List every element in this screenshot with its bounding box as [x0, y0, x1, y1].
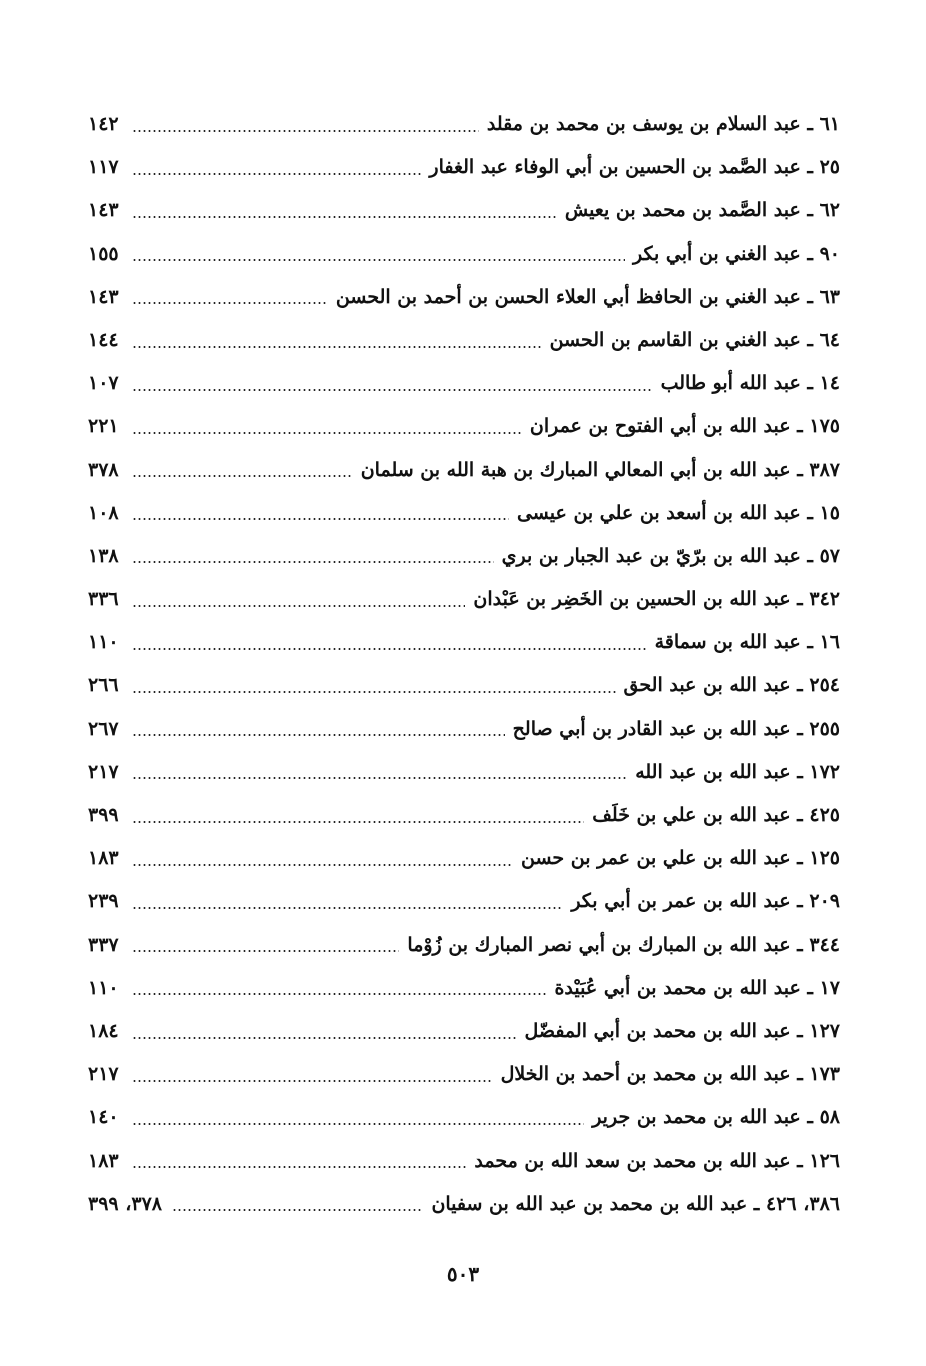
dot-leader [132, 1080, 493, 1082]
entry-name: ٦١ ـ عبد السلام بن يوسف بن محمد بن مقلد [486, 113, 840, 135]
entry-name: ١٢٦ ـ عبد الله بن محمد بن سعد الله بن محمد [474, 1149, 840, 1172]
entry-name: ٢٠٩ ـ عبد الله بن عمر بن أبي بكر [571, 890, 840, 913]
entry-page-ref: ٢١٧ [88, 1063, 119, 1086]
entry-name: ٣٨٦، ٤٢٦ ـ عبد الله بن محمد بن عبد الله بن سفيان [431, 1192, 840, 1215]
entry-name: ٢٥ ـ عبد الصَّمد بن الحسين بن أبي الوفاء عبد الغفار [429, 156, 840, 179]
page-number: ٥٠٣ [446, 1262, 480, 1286]
entry-page-ref: ٣٣٦ [88, 588, 119, 611]
entry-name: ٢٥٥ ـ عبد الله بن عبد القادر بن أبي صالح [512, 717, 840, 740]
entry-name: ١٧٢ ـ عبد الله بن عبد الله [635, 760, 840, 783]
index-entry [88, 751, 840, 794]
entry-page-ref: ١٠٨ [88, 501, 119, 524]
entry-name: ١٧٣ ـ عبد الله بن محمد بن أحمد بن الخلال [500, 1063, 840, 1086]
entry-name: ١٢٧ ـ عبد الله بن محمد بن أبي المفضّل [524, 1019, 840, 1042]
entry-page-ref: ٢٦٧ [88, 717, 119, 740]
dot-leader [132, 302, 328, 304]
dot-leader [132, 734, 505, 736]
entry-page-ref: ١٤٤ [88, 328, 119, 351]
entry-page-ref: ١١٠ [88, 976, 119, 999]
entry-name: ١٤ ـ عبد الله أبو طالب [660, 372, 840, 395]
dot-leader [132, 648, 647, 650]
dot-leader [132, 130, 479, 132]
entry-name: ٦٣ ـ عبد الغني بن الحافظ أبي العلاء الحسن بن أحمد بن الحسن [335, 285, 840, 308]
index-entry [88, 405, 840, 448]
entry-page-ref: ١٣٨ [88, 544, 119, 567]
index-entry [88, 924, 840, 967]
entry-name: ٤٢٥ ـ عبد الله بن علي بن خَلَف [592, 804, 840, 826]
entry-page-ref: ١٨٤ [88, 1019, 119, 1042]
entry-name: ٥٨ ـ عبد الله بن محمد بن جرير [592, 1106, 840, 1129]
entry-name: ١٧ ـ عبد الله بن محمد بن أبي عُبَيْدة [554, 976, 840, 999]
entry-name: ٦٢ ـ عبد الصَّمد بن محمد بن يعيش [564, 199, 840, 222]
dot-leader [132, 777, 627, 779]
entry-page-ref: ١٤٠ [88, 1106, 119, 1129]
dot-leader [132, 821, 584, 823]
dot-leader [132, 475, 353, 477]
entry-name: ١٧٥ ـ عبد الله بن أبي الفتوح بن عمران [529, 415, 840, 438]
index-entry [88, 362, 840, 405]
entry-name: ١٥ ـ عبد الله بن أسعد بن علي بن عيسى [516, 501, 840, 524]
dot-leader [132, 561, 494, 563]
entry-page-ref: ١١٠ [88, 631, 119, 654]
dot-leader [132, 1166, 466, 1168]
dot-leader [132, 173, 421, 175]
index-entry [88, 1096, 840, 1139]
index-list [88, 103, 840, 1226]
index-entry [88, 1010, 840, 1053]
index-entry [88, 535, 840, 578]
entry-name: ٩٠ ـ عبد الغني بن أبي بكر [633, 242, 840, 265]
index-entry [88, 794, 840, 837]
entry-page-ref: ١٤٣ [88, 199, 119, 222]
dot-leader [132, 518, 509, 520]
index-entry [88, 621, 840, 664]
index-entry [88, 449, 840, 492]
entry-name: ٣٤٢ ـ عبد الله بن الحسين بن الخَضِر بن عَبْدان [473, 588, 840, 611]
dot-leader [132, 993, 546, 995]
index-entry [88, 319, 840, 362]
dot-leader [132, 259, 625, 261]
dot-leader [132, 1037, 516, 1039]
entry-name: ٣٨٧ ـ عبد الله بن أبي المعالي المبارك بن هبة الله بن سلمان [360, 458, 840, 481]
dot-leader [132, 346, 542, 348]
entry-page-ref: ١١٧ [88, 156, 119, 179]
entry-name: ٣٤٤ ـ عبد الله بن المبارك بن أبي نصر المبارك بن زُوْما [407, 933, 840, 956]
entry-page-ref: ١٥٥ [88, 242, 119, 265]
entry-name: ١٦ ـ عبد الله بن سماقة [654, 631, 840, 654]
dot-leader [172, 1209, 423, 1211]
index-entry [88, 146, 840, 189]
entry-page-ref: ٣٩٩ [88, 804, 119, 826]
index-entry [88, 276, 840, 319]
dot-leader [132, 216, 557, 218]
entry-page-ref: ٣٣٧ [88, 933, 119, 956]
entry-name: ١٢٥ ـ عبد الله بن علي بن عمر بن حسن [521, 847, 840, 870]
entry-page-ref: ٢١٧ [88, 760, 119, 783]
index-entry [88, 103, 840, 146]
index-entry [88, 1053, 840, 1096]
entry-page-ref: ١٠٧ [88, 372, 119, 395]
index-entry [88, 837, 840, 880]
entry-page-ref: ١٤٢ [88, 113, 119, 135]
index-entry [88, 1183, 840, 1226]
index-entry [88, 708, 840, 751]
index-entry [88, 880, 840, 923]
dot-leader [132, 432, 522, 434]
index-entry [88, 1140, 840, 1183]
index-entry [88, 189, 840, 232]
dot-leader [132, 1123, 584, 1125]
entry-page-ref: ٣٧٨ [88, 458, 119, 481]
dot-leader [132, 691, 616, 693]
entry-page-ref: ٣٧٨، ٣٩٩ [88, 1192, 162, 1215]
entry-page-ref: ١٤٣ [88, 285, 119, 308]
entry-page-ref: ١٨٣ [88, 847, 119, 870]
entry-name: ٥٧ ـ عبد الله بن برّيّ بن عبد الجبار بن بري [501, 544, 840, 567]
index-entry [88, 492, 840, 535]
index-entry [88, 233, 840, 276]
entry-page-ref: ١٨٣ [88, 1149, 119, 1172]
dot-leader [132, 950, 399, 952]
dot-leader [132, 605, 465, 607]
index-entry [88, 664, 840, 707]
index-entry [88, 578, 840, 621]
entry-page-ref: ٢٣٩ [88, 890, 119, 913]
entry-name: ٦٤ ـ عبد الغني بن القاسم بن الحسن [549, 328, 840, 351]
dot-leader [132, 389, 653, 391]
dot-leader [132, 864, 513, 866]
entry-page-ref: ٢٦٦ [88, 674, 119, 697]
entry-page-ref: ٢٢١ [88, 415, 119, 438]
entry-name: ٢٥٤ ـ عبد الله بن عبد الحق [623, 674, 840, 697]
index-entry [88, 967, 840, 1010]
dot-leader [132, 907, 563, 909]
